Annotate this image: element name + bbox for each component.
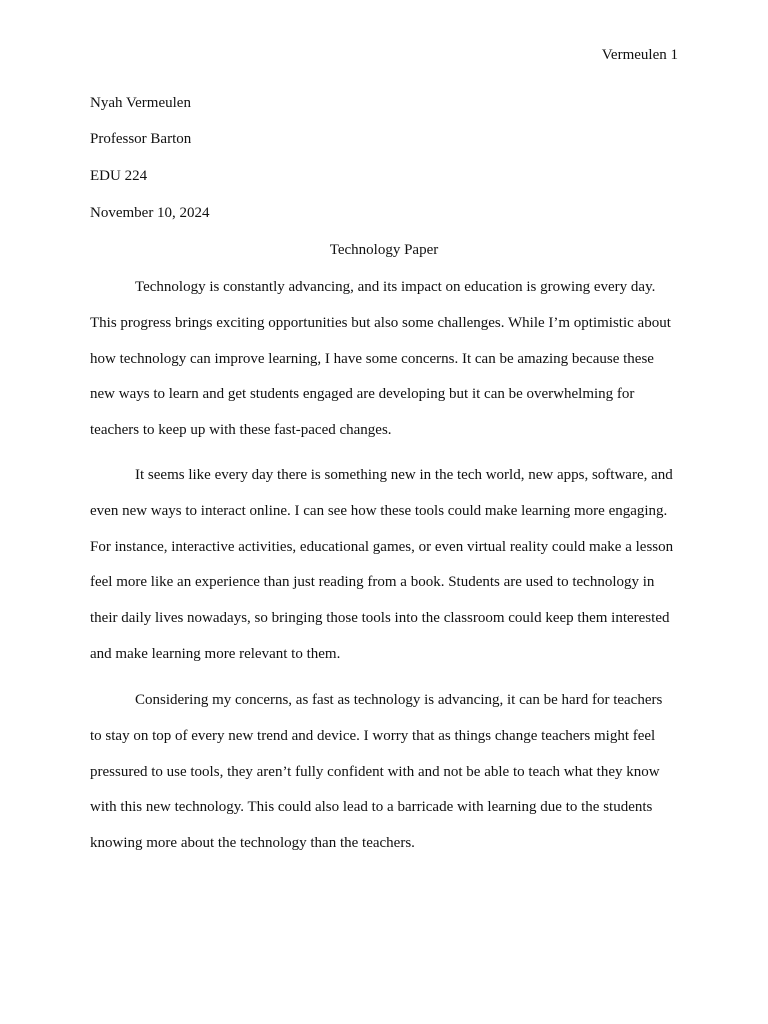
paragraph-line: teachers to keep up with these fast-paced changes.	[90, 422, 392, 439]
paragraph-line: This progress brings exciting opportunities but also some challenges. While I’m optimistic about	[90, 314, 671, 331]
paragraph-line: It seems like every day there is something new in the tech world, new apps, software, and	[135, 467, 673, 483]
paragraph-line: new ways to learn and get students engaged are developing but it can be overwhelming for	[90, 386, 635, 403]
paper-title: Technology Paper	[329, 242, 439, 258]
paragraph-line: Technology is constantly advancing, and its impact on education is growing every day.	[135, 279, 656, 295]
paragraph-line: how technology can improve learning, I have some concerns. It can be amazing because these	[90, 350, 654, 367]
paragraph-1	[90, 270, 680, 449]
student-name: Nyah Vermeulen	[90, 95, 191, 111]
paragraph-line: For instance, interactive activities, educational games, or even virtual reality could make a lesson	[90, 538, 674, 555]
paper-date: November 10, 2024	[90, 205, 210, 221]
paragraph-line: pressured to use tools, they aren’t fully confident with and not be able to teach what they know	[90, 763, 660, 780]
paragraph-3	[90, 683, 680, 862]
course-code: EDU 224	[90, 168, 148, 184]
paragraph-line: with this new technology. This could also lead to a barricade with learning due to the students	[90, 799, 653, 816]
paragraph-line: to stay on top of every new trend and device. I worry that as things change teachers might feel	[90, 727, 656, 744]
running-head: Vermeulen 1	[601, 47, 678, 63]
paragraph-2	[90, 458, 680, 673]
paragraph-line: their daily lives nowadays, so bringing those tools into the classroom could keep them interested	[90, 610, 670, 627]
paragraph-line: even new ways to interact online. I can see how these tools could make learning more engaging.	[90, 502, 668, 519]
paragraph-line: Considering my concerns, as fast as technology is advancing, it can be hard for teachers	[135, 692, 663, 708]
paragraph-line: feel more like an experience than just reading from a book. Students are used to technology in	[90, 574, 655, 591]
professor-name: Professor Barton	[90, 131, 192, 147]
paragraph-line: and make learning more relevant to them.	[90, 645, 341, 662]
paragraph-line: knowing more about the technology than the teachers.	[90, 835, 415, 852]
